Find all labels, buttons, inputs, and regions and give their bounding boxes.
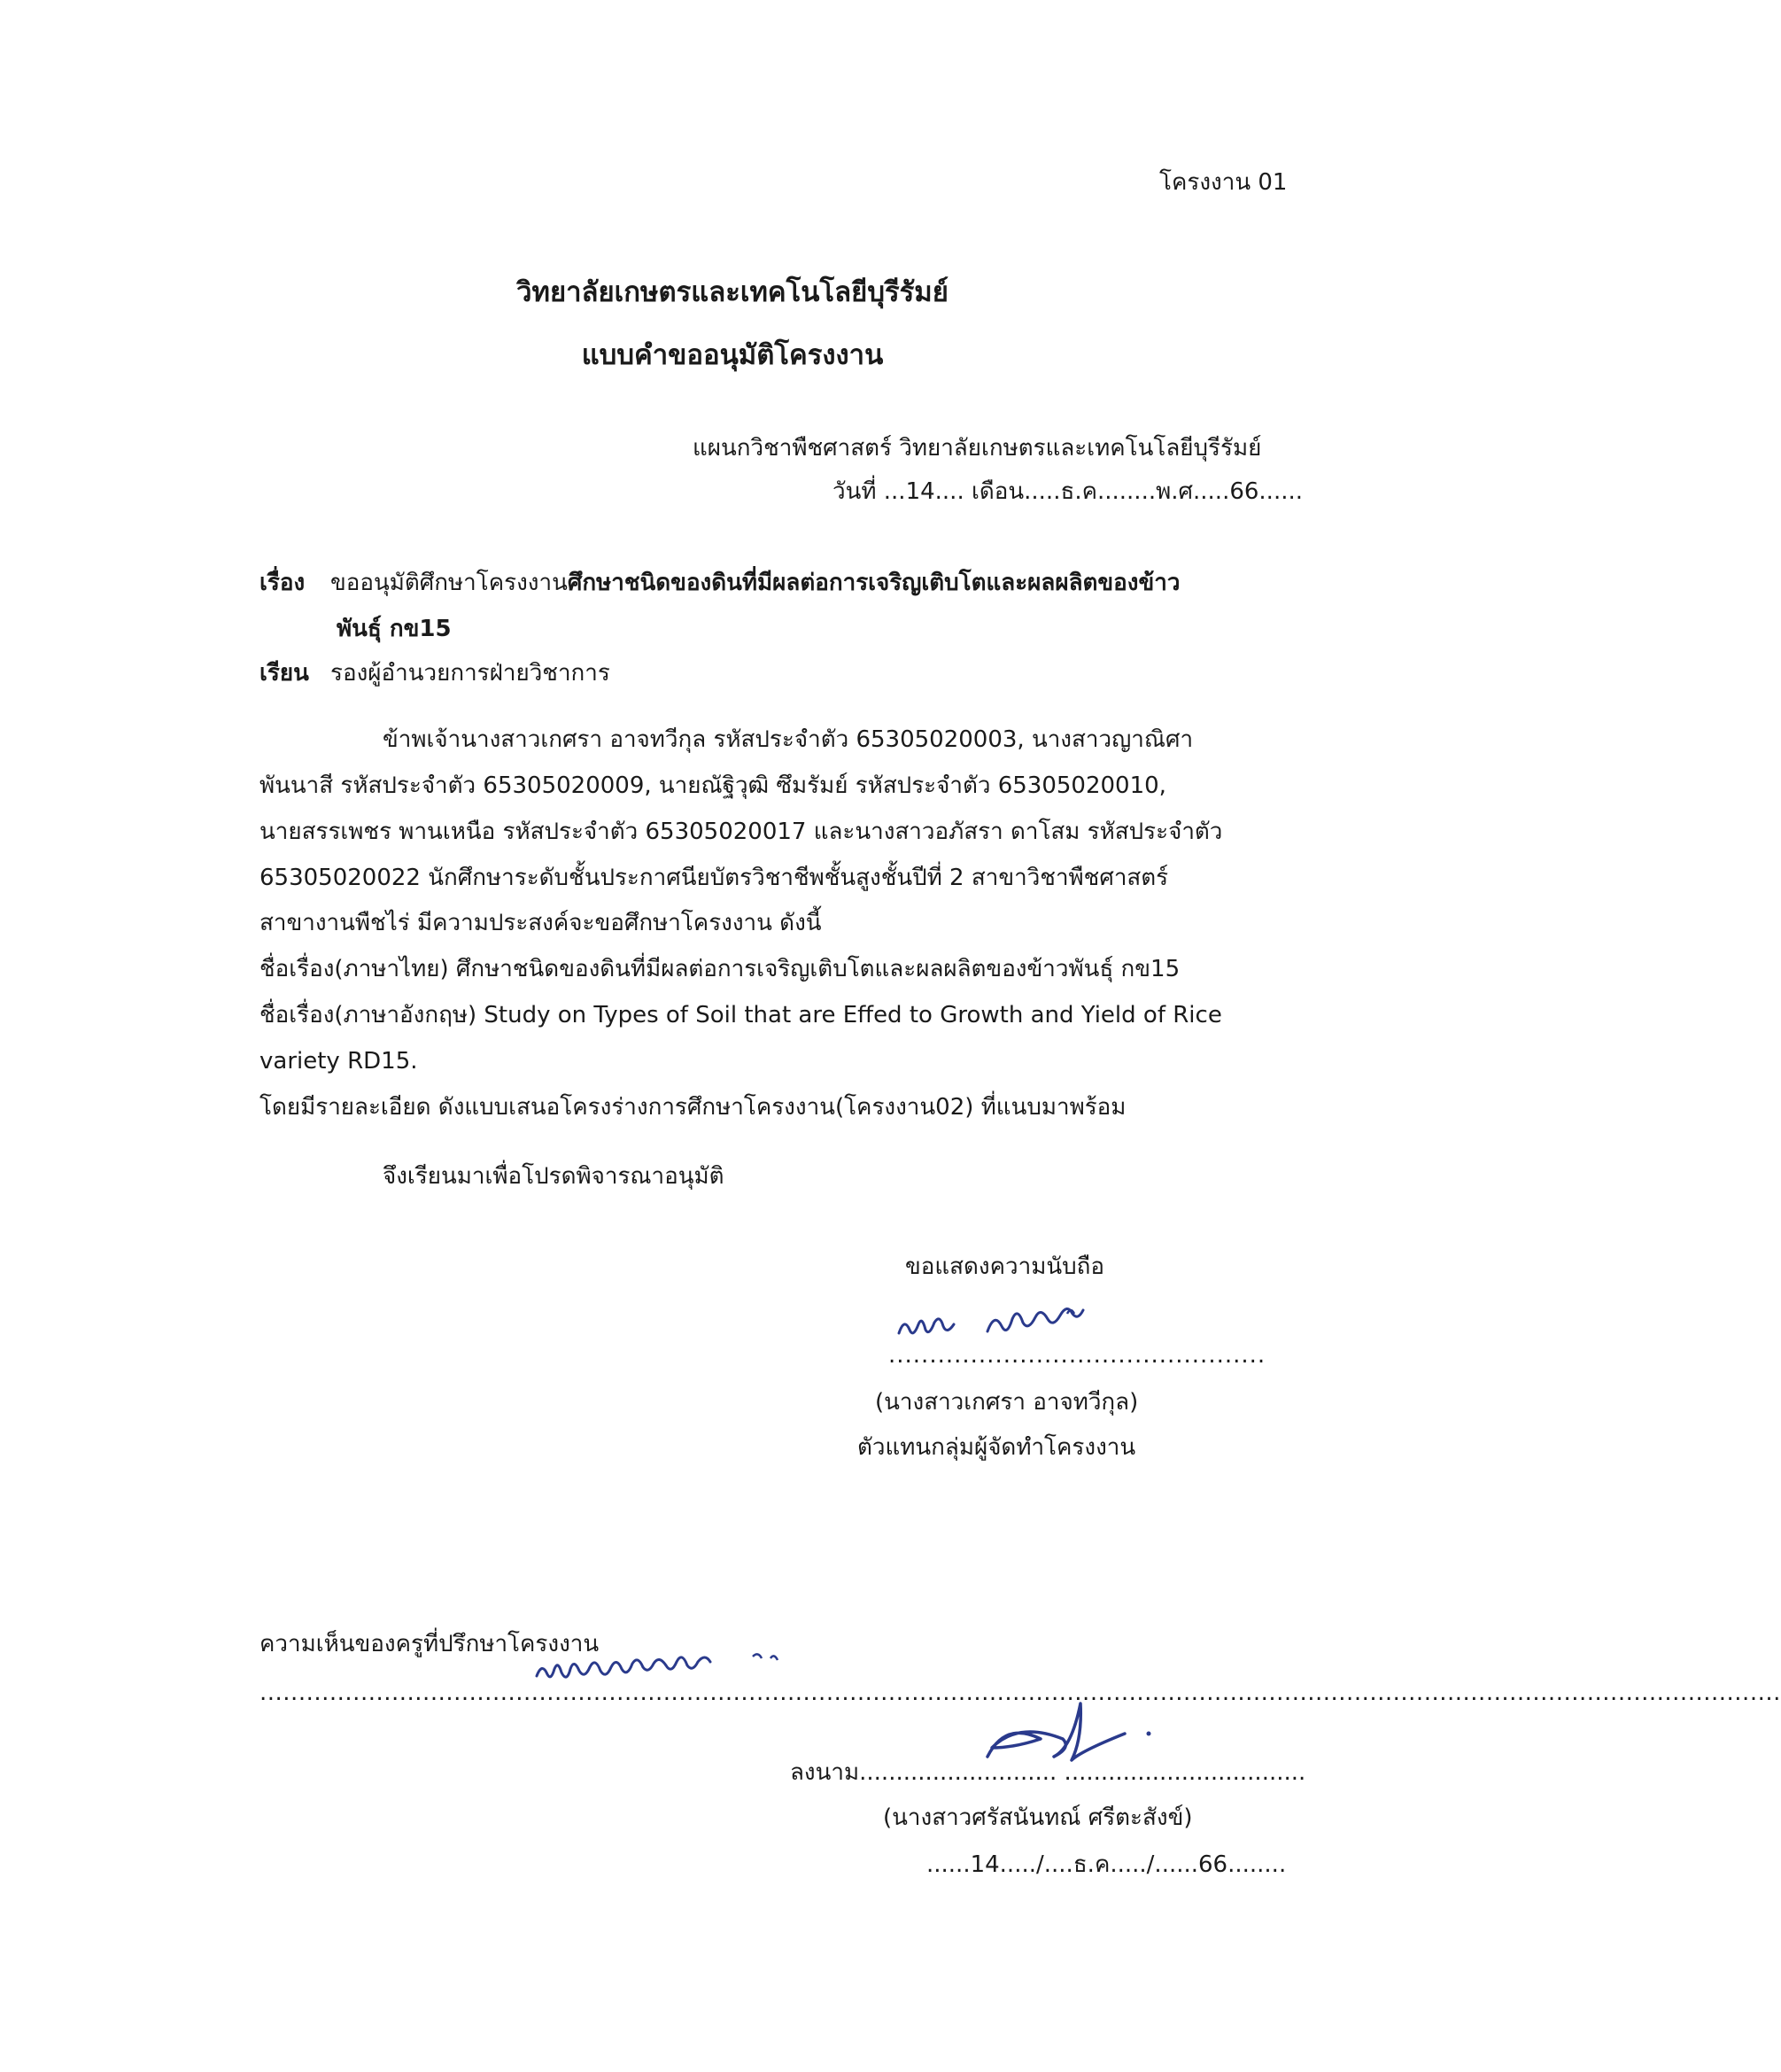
college-name: วิทยาลัยเกษตรและเทคโนโลยีบุรีรัมย์ bbox=[516, 276, 949, 308]
form-code: โครงงาน 01 bbox=[1159, 169, 1288, 196]
sender-department: แผนกวิชาพืชศาสตร์ วิทยาลัยเกษตรและเทคโนโลยีบุรีรัมย์ bbox=[693, 435, 1262, 462]
subject-title: ศึกษาชนิดของดินที่มีผลต่อการเจริญเติบโตและผลผลิตของข้าว bbox=[567, 570, 1181, 596]
body-line: variety RD15. bbox=[259, 1048, 418, 1075]
form-title: แบบคำขออนุมัติโครงงาน bbox=[581, 339, 884, 371]
regards-text: ขอแสดงความนับถือ bbox=[905, 1253, 1104, 1280]
subject-line bbox=[330, 567, 1180, 599]
body-line: โดยมีรายละเอียด ดังแบบเสนอโครงร่างการศึกษาโครงงาน(โครงงาน02) ที่แนบมาพร้อม bbox=[259, 1094, 1127, 1121]
subject-prefix: ขออนุมัติศึกษาโครงงาน bbox=[330, 570, 568, 596]
body-line: สาขางานพืชไร่ มีความประสงค์จะขอศึกษาโครงงาน ดังนี้ bbox=[259, 910, 822, 936]
body-line: ชื่อเรื่อง(ภาษาอังกฤษ) Study on Types of Soil that are Effed to Growth and Yield of Rice bbox=[259, 1002, 1222, 1028]
signer-position: ตัวแทนกลุ่มผู้จัดทำโครงงาน bbox=[857, 1434, 1136, 1461]
advisor-dotted-line: .................................................................................................................................................................................................... bbox=[259, 1680, 1781, 1706]
body-line: นายสรรเพชร พานเหนือ รหัสประจำตัว 65305020017 และนางสาวอภัสรา ดาโสม รหัสประจำตัว bbox=[259, 819, 1223, 845]
advisor-label: ความเห็นของครูที่ปรึกษาโครงงาน bbox=[259, 1631, 600, 1657]
closing-line: จึงเรียนมาเพื่อโปรดพิจารณาอนุมัติ bbox=[383, 1163, 724, 1190]
sender-date: วันที่ ...14.... เดือน.....ธ.ค........พ.ศ.....66...... bbox=[832, 478, 1304, 505]
advisor-sign-line: ลงนาม........................... ................................. bbox=[790, 1759, 1306, 1786]
body-line: พันนาสี รหัสประจำตัว 65305020009, นายณัฐิวุฒิ ซึมรัมย์ รหัสประจำตัว 65305020010, bbox=[259, 772, 1166, 799]
subject-title-cont: พันธุ์ กข15 bbox=[337, 616, 452, 642]
signer-name: (นางสาวเกศรา อาจทวีกุล) bbox=[875, 1389, 1139, 1416]
body-line: ชื่อเรื่อง(ภาษาไทย) ศึกษาชนิดของดินที่มีผลต่อการเจริญเติบโตและผลผลิตของข้าวพันธุ์ กข15 bbox=[259, 956, 1181, 982]
body-line: 65305020022 นักศึกษาระดับชั้นประกาศนียบัตรวิชาชีพชั้นสูงชั้นปีที่ 2 สาขาวิชาพืชศาสตร์ bbox=[259, 865, 1169, 891]
body-line: ข้าพเจ้านางสาวเกศรา อาจทวีกุล รหัสประจำตัว 65305020003, นางสาวญาณิศา bbox=[383, 726, 1194, 753]
salutation-label: เรียน bbox=[259, 660, 309, 687]
subject-label: เรื่อง bbox=[259, 570, 306, 596]
advisor-date: ......14...../....ธ.ค...../......66........ bbox=[926, 1851, 1287, 1878]
signature-dots: .............................................. bbox=[888, 1342, 1266, 1369]
advisor-name: (นางสาวศรัสนันทณ์ ศรีตะสังข์) bbox=[883, 1804, 1193, 1831]
salutation-recipient: รองผู้อำนวยการฝ่ายวิชาการ bbox=[330, 660, 610, 687]
